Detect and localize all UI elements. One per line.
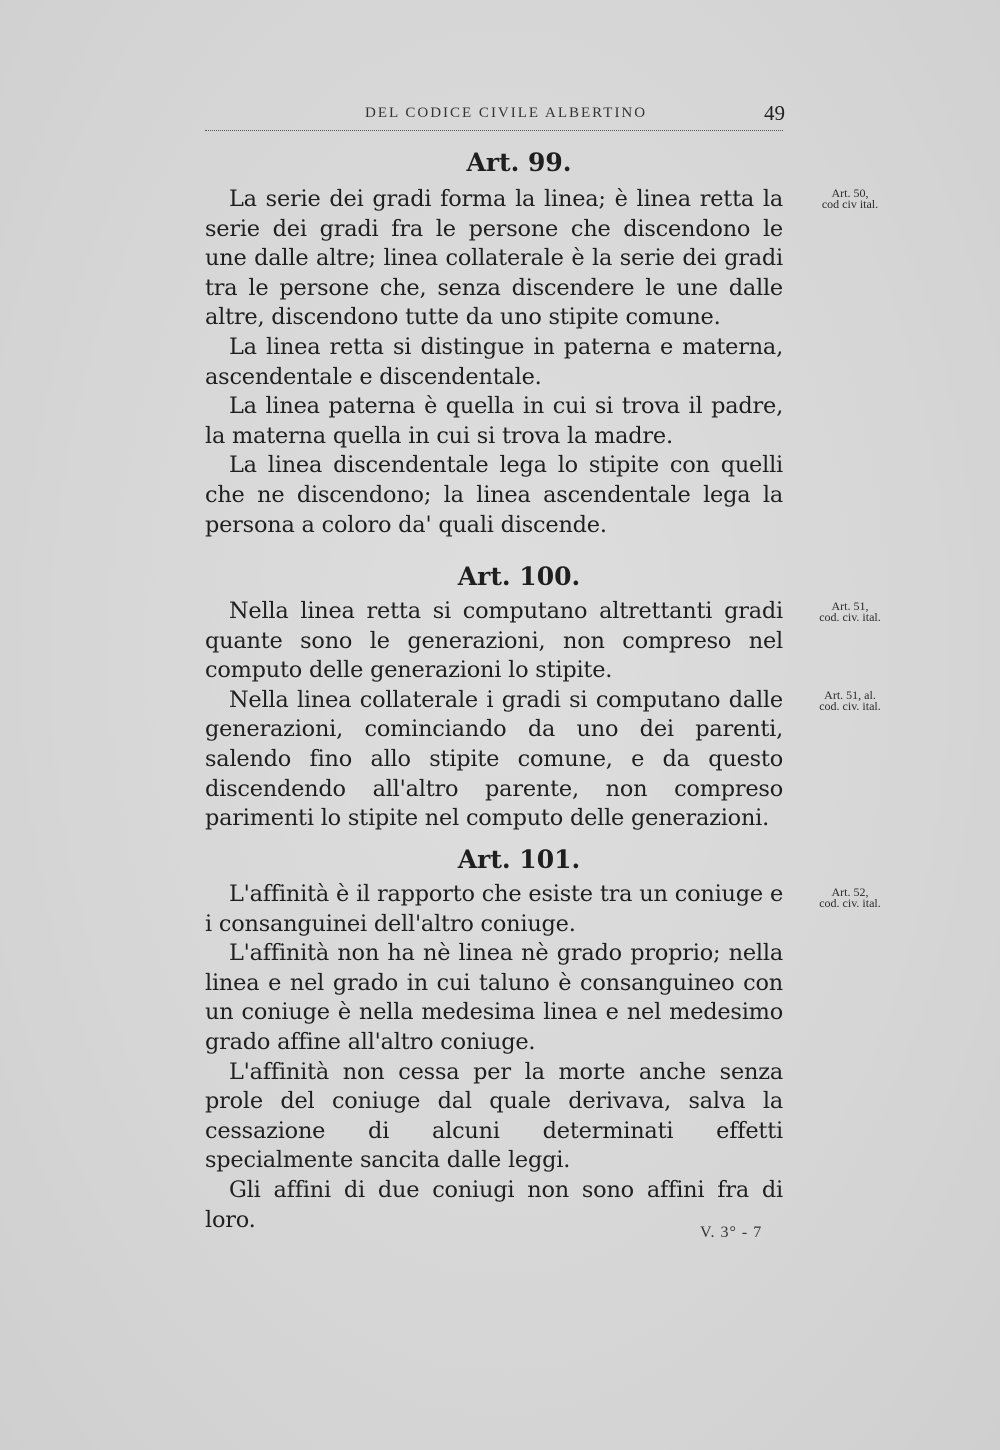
article-paragraph: Nella linea collaterale i gradi si computano dalle generazioni, cominciando da uno dei parenti, salendo fino allo stipite comune, e da questo discendendo all'altro parente, non compreso parimenti lo stipite nel computo delle generazioni. <box>205 686 783 832</box>
article-paragraph: L'affinità è il rapporto che esiste tra un coniuge e i consanguinei dell'altro coniuge. <box>205 881 783 937</box>
running-title: DEL CODICE CIVILE ALBERTINO <box>365 105 648 121</box>
margin-note <box>800 188 900 210</box>
running-head <box>205 101 785 131</box>
margin-note <box>800 601 900 623</box>
article-paragraph: La linea retta si distingue in paterna e materna, ascendentale e discendentale. <box>205 333 783 390</box>
article-heading: Art. 100. <box>457 562 581 591</box>
margin-note-line: Art. 50, <box>831 186 869 200</box>
article-paragraph: La linea paterna è quella in cui si trova il padre, la materna quella in cui si trova la madre. <box>205 393 783 449</box>
margin-note-line: cod. civ. ital. <box>819 699 881 713</box>
article-100 <box>205 562 783 834</box>
article-heading: Art. 101. <box>457 845 581 874</box>
margin-note-line: Art. 51, <box>831 599 869 613</box>
article-paragraph: L'affinità non ha nè linea nè grado proprio; nella linea e nel grado in cui taluno è consanguineo con un coniuge è nella medesima linea e nel medesimo grado affine all'altro coniuge. <box>205 940 783 1055</box>
article-101 <box>205 845 783 1235</box>
margin-note <box>800 887 900 909</box>
article-paragraph: La serie dei gradi forma la linea; è linea retta la serie dei gradi fra le persone che discendono le une dalle altre; linea collaterale è la serie dei gradi tra le persone che, senza discendere le une dalle altre, discendono tutte da uno stipite comune. <box>205 186 783 331</box>
margin-note-line: cod civ ital. <box>821 197 879 211</box>
margin-note-line: cod. civ. ital. <box>819 610 881 624</box>
margin-note-line: cod. civ. ital. <box>819 896 881 910</box>
signature-mark: V. 3° - 7 <box>700 1224 763 1241</box>
article-paragraph: La linea discendentale lega lo stipite con quelli che ne discendono; la linea ascendentale lega la persona a coloro da' quali discende. <box>205 452 783 538</box>
margin-note-line: Art. 51, al. <box>824 688 876 702</box>
page-number: 49 <box>764 101 785 125</box>
article-99 <box>205 148 783 540</box>
article-paragraph: Nella linea retta si computano altrettanti gradi quante sono le generazioni, non compreso nel computo delle generazioni lo stipite. <box>205 598 783 684</box>
header-rule <box>205 130 783 131</box>
article-heading: Art. 99. <box>466 148 572 177</box>
article-paragraph: L'affinità non cessa per la morte anche senza prole del coniuge dal quale derivava, salva la cessazione di alcuni determinati effetti specialmente sancita dalle leggi. <box>205 1058 783 1174</box>
article-paragraph: Gli affini di due coniugi non sono affini fra di loro. <box>205 1176 783 1233</box>
margin-note-line: Art. 52, <box>831 885 869 899</box>
margin-note <box>800 690 900 712</box>
